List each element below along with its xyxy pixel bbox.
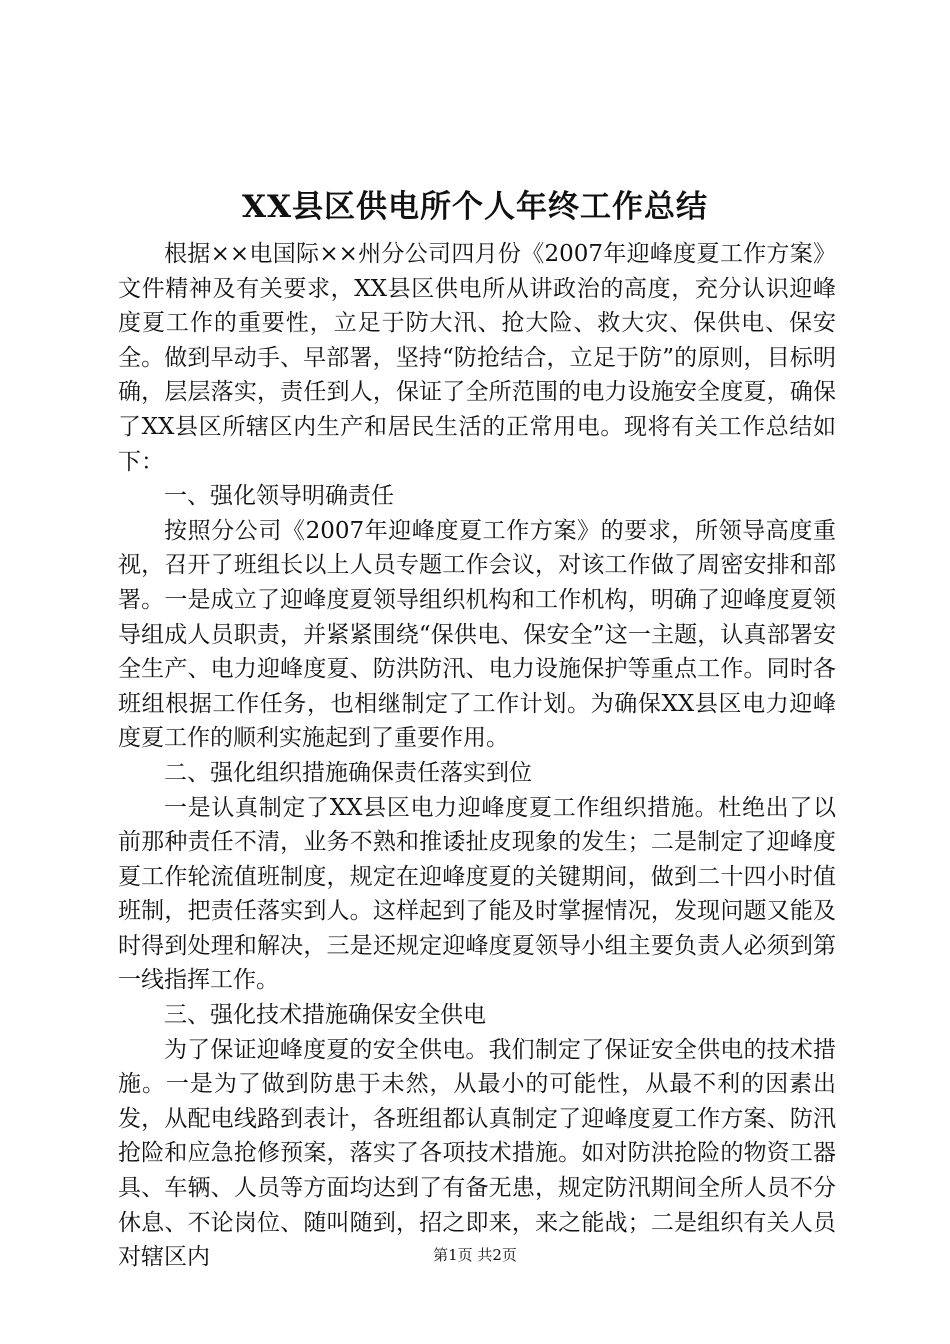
section-heading-2: 二、强化组织措施确保责任落实到位 xyxy=(164,759,532,786)
page-footer: 第1页 共2页 xyxy=(433,1246,517,1264)
section-heading-3: 三、强化技术措施确保安全供电 xyxy=(164,1002,486,1029)
section-heading-1: 一、强化领导明确责任 xyxy=(164,483,394,510)
intro-paragraph: 根据××电国际××州分公司四月份《2007年迎峰度夏工作方案》文件精神及有关要求，XX县区供电所从讲政治的高度，充分认识迎峰度夏工作的重要性，立足于防大汛、抢大险、救大灾、保供电、保安全。做到早动手、早部署，坚持“防抢结合，立足于防”的原则，目标明确，层层落实，责任到人，保证了全所范围的电力设施安全度夏，确保了XX县区所辖区内生产和居民生活的正常用电。现将有关工作总结如下： xyxy=(118,241,836,475)
section-2-paragraph: 一是认真制定了XX县区电力迎峰度夏工作组织措施。杜绝出了以前那种责任不清，业务不熟和推诿扯皮现象的发生；二是制定了迎峰度夏工作轮流值班制度，规定在迎峰度夏的关键期间，做到二十四小时值班制，把责任落实到人。这样起到了能及时掌握情况，发现问题又能及时得到处理和解决，三是还规定迎峰度夏领导小组主要负责人必须到第一线指挥工作。 xyxy=(118,794,836,994)
document-body xyxy=(118,237,836,1275)
section-3-paragraph: 为了保证迎峰度夏的安全供电。我们制定了保证安全供电的技术措施。一是为了做到防患于未然，从最小的可能性，从最不利的因素出发，从配电线路到表计，各班组都认真制定了迎峰度夏工作方案、防汛抢险和应急抢修预案，落实了各项技术措施。如对防洪抢险的物资工器具、车辆、人员等方面均达到了有备无患，规定防汛期间全所人员不分休息、不论岗位、随叫随到，招之即来，来之能战；二是组织有关人员对辖区内 xyxy=(118,1036,836,1271)
document-title: XX县区供电所个人年终工作总结 xyxy=(241,189,709,225)
section-1-paragraph: 按照分公司《2007年迎峰度夏工作方案》的要求，所领导高度重视，召开了班组长以上人员专题工作会议，对该工作做了周密安排和部署。一是成立了迎峰度夏领导组织机构和工作机构，明确了迎峰度夏领导组成人员职责，并紧紧围绕“保供电、保安全”这一主题，认真部署安全生产、电力迎峰度夏、防洪防汛、电力设施保护等重点工作。同时各班组根据工作任务，也相继制定了工作计划。为确保XX县区电力迎峰度夏工作的顺利实施起到了重要作用。 xyxy=(118,517,836,752)
